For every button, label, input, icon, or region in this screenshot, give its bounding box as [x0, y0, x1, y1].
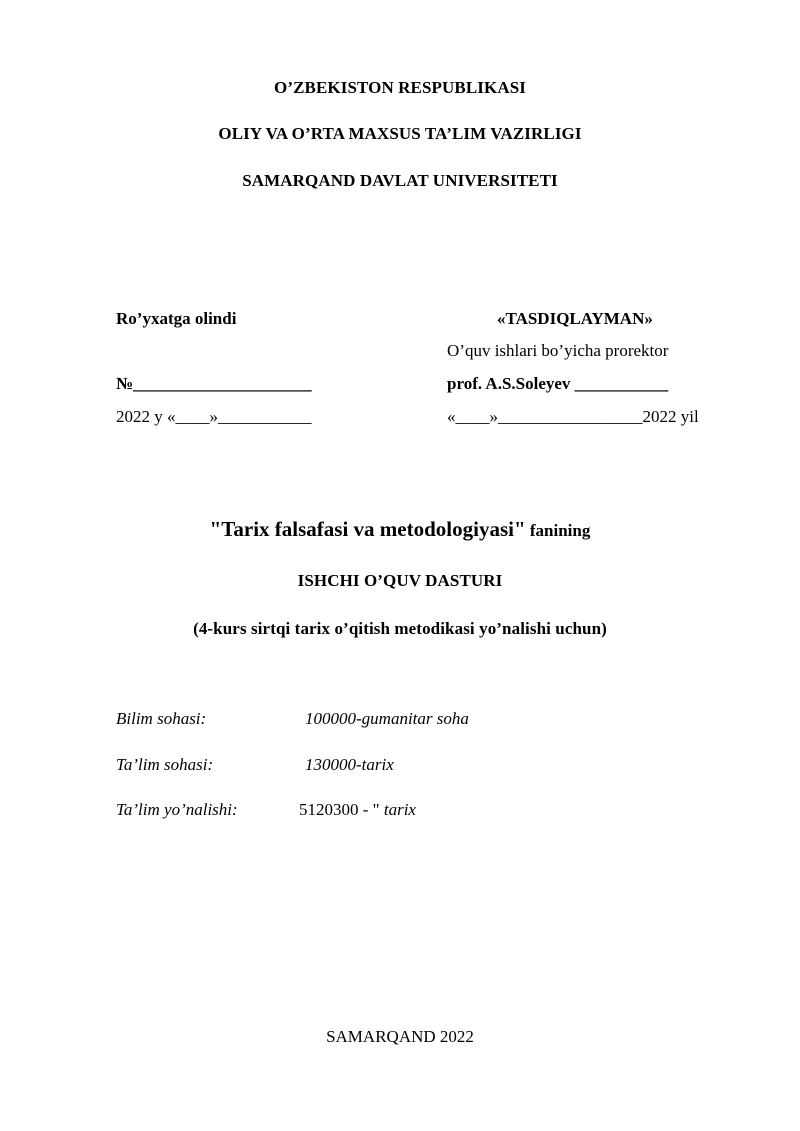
- header-university: SAMARQAND DAVLAT UNIVERSITETI: [242, 171, 558, 190]
- registered-label: Ro’yxatga olindi: [116, 309, 237, 328]
- field-value-education-area: 130000-tarix: [305, 755, 394, 774]
- signer-line: prof. A.S.Soleyev ___________: [447, 374, 669, 393]
- field-label-education-direction: Ta’lim yo’nalishi:: [116, 800, 238, 819]
- direction-name: tarix: [383, 800, 416, 819]
- program-audience: (4-kurs sirtqi tarix o’qitish metodikasi yo’nalishi uchun): [193, 619, 607, 638]
- field-value-knowledge-area: 100000-gumanitar soha: [305, 709, 469, 728]
- course-subject: "Tarix falsafasi va metodologiyasi": [209, 517, 526, 541]
- header-country: O’ZBEKISTON RESPUBLIKASI: [274, 78, 526, 97]
- registration-number-line: №_____________________: [116, 374, 312, 393]
- approve-label: «TASDIQLAYMAN»: [497, 309, 653, 328]
- program-title: ISHCHI O’QUV DASTURI: [297, 571, 503, 590]
- footer-city-year: SAMARQAND 2022: [326, 1027, 474, 1046]
- field-label-education-area: Ta’lim sohasi:: [116, 755, 214, 774]
- prorector-position: O’quv ishlari bo’yicha prorektor: [447, 341, 669, 360]
- course-title: [0, 517, 800, 542]
- course-title-suffix: fanining: [525, 521, 591, 540]
- field-label-knowledge-area: Bilim sohasi:: [116, 709, 207, 728]
- approval-date-line: «____»_________________2022 yil: [447, 407, 699, 426]
- registration-date-line: 2022 y «____»___________: [116, 407, 312, 426]
- field-value-education-direction: [299, 800, 416, 820]
- header-ministry: OLIY VA O’RTA MAXSUS TA’LIM VAZIRLIGI: [218, 124, 582, 143]
- direction-code: 5120300 - ": [299, 800, 384, 819]
